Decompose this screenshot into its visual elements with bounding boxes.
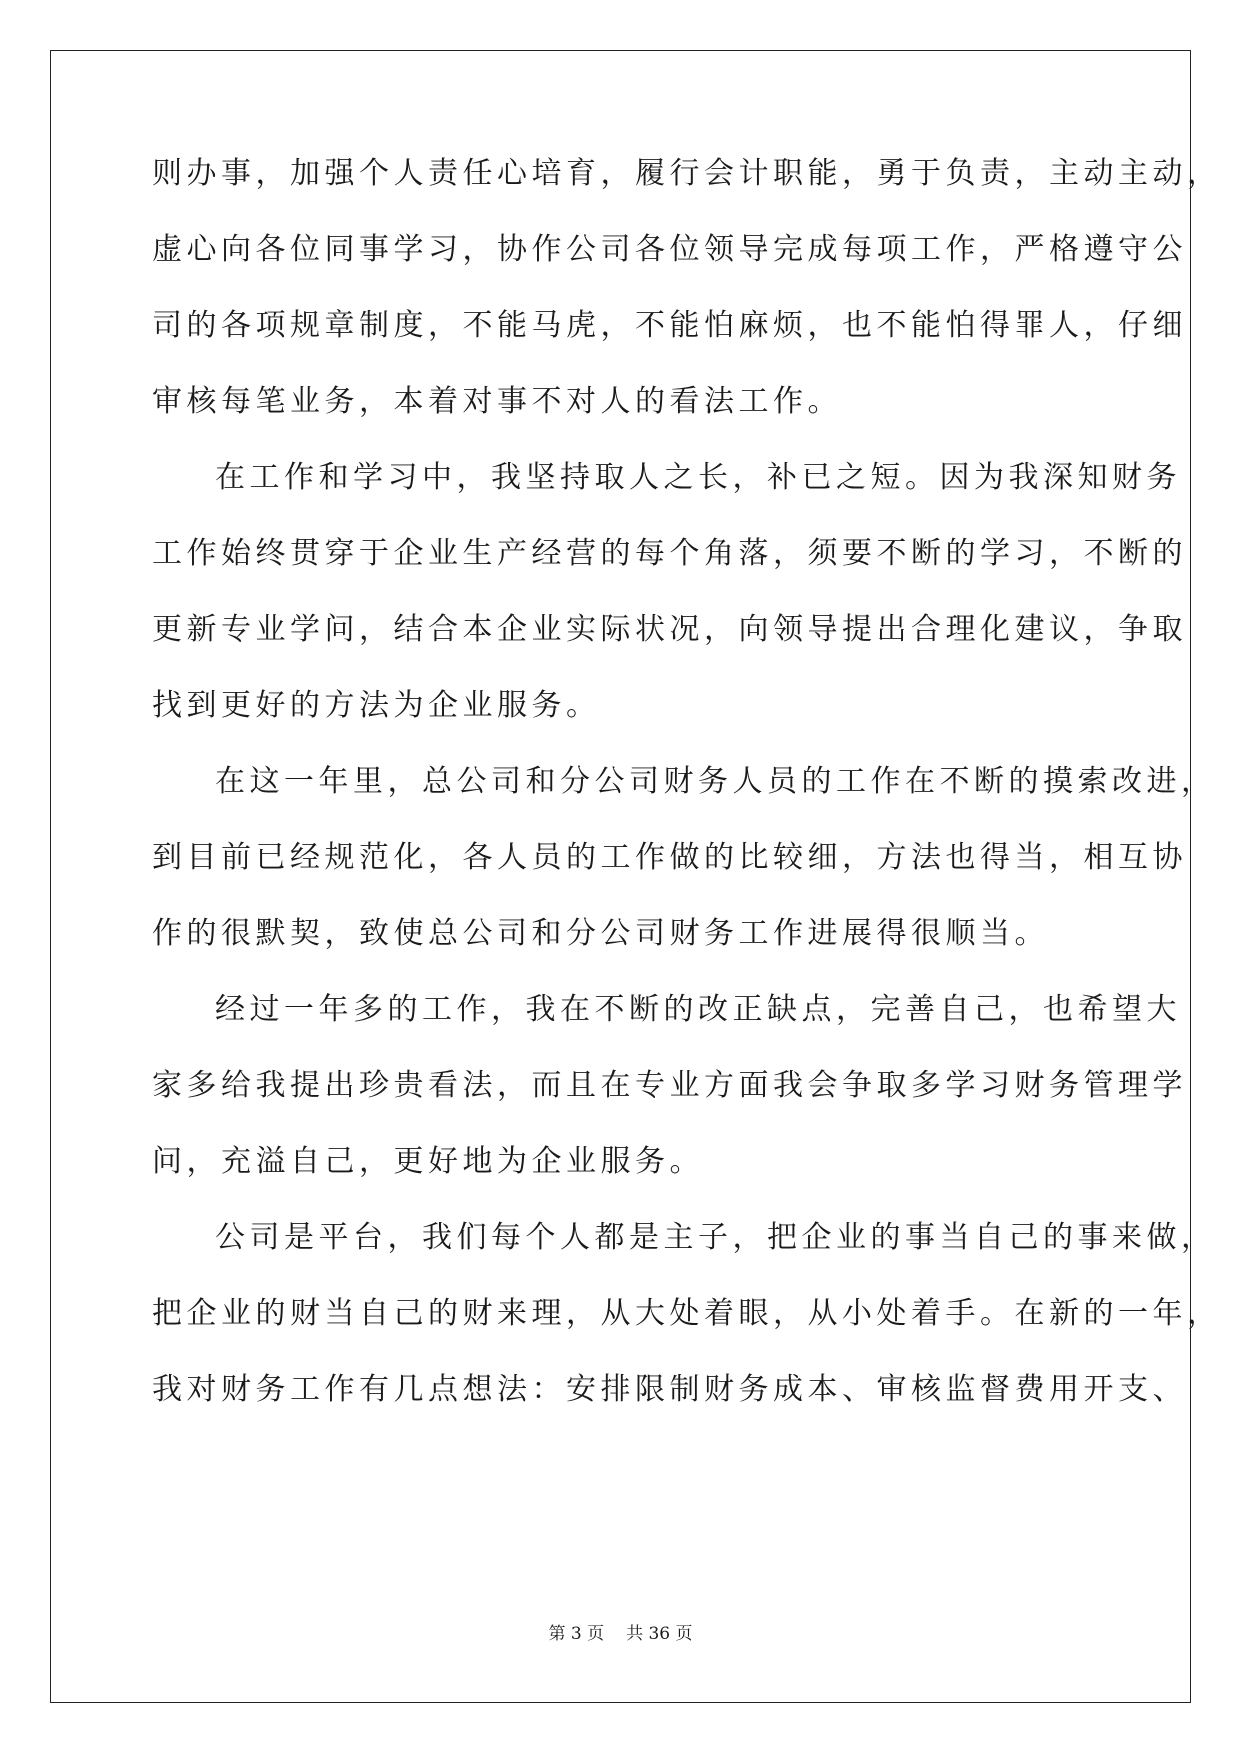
text-line: 家多给我提出珍贵看法，而且在专业方面我会争取多学习财务管理学: [152, 1068, 1187, 1103]
text-line: 则办事，加强个人责任心培育，履行会计职能，勇于负责，主动主动，: [152, 156, 1222, 191]
text-line: 到目前已经规范化，各人员的工作做的比较细，方法也得当，相互协: [152, 840, 1187, 875]
text-line: 找到更好的方法为企业服务。: [152, 688, 601, 723]
text-line: 作的很默契，致使总公司和分公司财务工作进展得很顺当。: [152, 916, 1049, 951]
text-line: 我对财务工作有几点想法：安排限制财务成本、审核监督费用开支、: [152, 1372, 1187, 1407]
text-line: 工作始终贯穿于企业生产经营的每个角落，须要不断的学习，不断的: [152, 536, 1187, 571]
text-line: 在这一年里，总公司和分公司财务人员的工作在不断的摸索改进，: [215, 764, 1216, 799]
text-line: 审核每笔业务，本着对事不对人的看法工作。: [152, 384, 842, 419]
text-line: 公司是平台，我们每个人都是主子，把企业的事当自己的事来做，: [215, 1220, 1216, 1255]
page-footer: [0, 1623, 1241, 1645]
text-line: 经过一年多的工作，我在不断的改正缺点，完善自己，也希望大: [215, 992, 1181, 1027]
text-line: 司的各项规章制度，不能马虎，不能怕麻烦，也不能怕得罪人，仔细: [152, 308, 1187, 343]
total-pages: 共 36 页: [626, 1624, 693, 1644]
text-line: 虚心向各位同事学习，协作公司各位领导完成每项工作，严格遵守公: [152, 232, 1187, 267]
text-line: 在工作和学习中，我坚持取人之长，补已之短。因为我深知财务: [215, 460, 1181, 495]
page-number: 第 3 页: [548, 1624, 605, 1644]
text-line: 问，充溢自己，更好地为企业服务。: [152, 1144, 704, 1179]
text-line: 把企业的财当自己的财来理，从大处着眼，从小处着手。在新的一年，: [152, 1296, 1222, 1331]
text-line: 更新专业学问，结合本企业实际状况，向领导提出合理化建议，争取: [152, 612, 1187, 647]
